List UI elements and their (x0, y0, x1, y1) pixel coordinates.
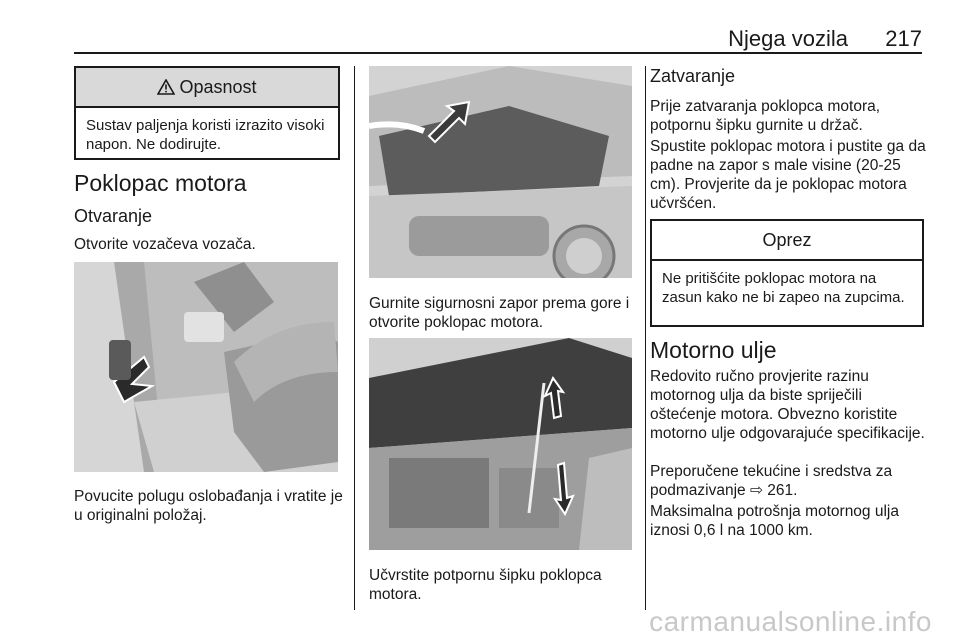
opening-text: Otvorite vozačeva vozača. (74, 236, 256, 253)
illustration-support-rod (369, 338, 632, 550)
caution-box (650, 219, 924, 327)
column-divider-left (354, 66, 355, 610)
illustration-hood-latch (369, 66, 632, 278)
caution-box-title: Oprez (762, 229, 812, 250)
illustration-release-lever (74, 262, 338, 472)
danger-box (74, 66, 340, 160)
header-rule (74, 52, 922, 54)
section-heading-engine-oil: Motorno ulje (650, 337, 777, 363)
caption-support-rod: Učvrstite potpornu šipku poklopca motora. (369, 567, 602, 603)
caution-box-text: Ne pritišćite poklopac motora na zasun kako ne bi zapeo na zupcima. (662, 270, 905, 306)
column-divider-right (645, 66, 646, 610)
oil-para-2: Preporučene tekućine i sredstva za podmazivanje ⇨ 261. (650, 463, 893, 499)
subheading-opening: Otvaranje (74, 206, 153, 226)
caution-box-header (652, 221, 922, 261)
oil-para-1: Redovito ručno provjerite razinu motornog ulja da biste spriječili oštećenje motora. Obvezno koristite motorno ulje odgovarajuće specifikacije. (650, 368, 925, 442)
warning-triangle-icon (157, 79, 175, 95)
danger-box-text: Sustav paljenja koristi izrazito visoki napon. Ne dodirujte. (86, 117, 325, 153)
page-number: 217 (885, 26, 922, 51)
section-heading-hood: Poklopac motora (74, 170, 247, 196)
caption-hood-latch: Gurnite sigurnosni zapor prema gore i otvorite poklopac motora. (369, 295, 630, 331)
caption-release-lever: Povucite polugu oslobađanja i vratite je u originalni položaj. (74, 488, 343, 524)
closing-para-2: Spustite poklopac motora i pustite ga da padne na zapor s male visine (20-25 cm). Provjerite da je poklopac motora učvršćen. (650, 138, 926, 212)
watermark-text: carmanualsonline.info (649, 606, 932, 637)
danger-box-header (76, 68, 338, 108)
danger-box-title: Opasnost (179, 76, 257, 97)
subheading-closing: Zatvaranje (650, 66, 736, 86)
oil-para-3: Maksimalna potrošnja motornog ulja iznosi 0,6 l na 1000 km. (650, 503, 899, 539)
page-header-title: Njega vozila (728, 26, 848, 51)
closing-para-1: Prije zatvaranja poklopca motora, potpornu šipku gurnite u držač. (650, 98, 881, 134)
